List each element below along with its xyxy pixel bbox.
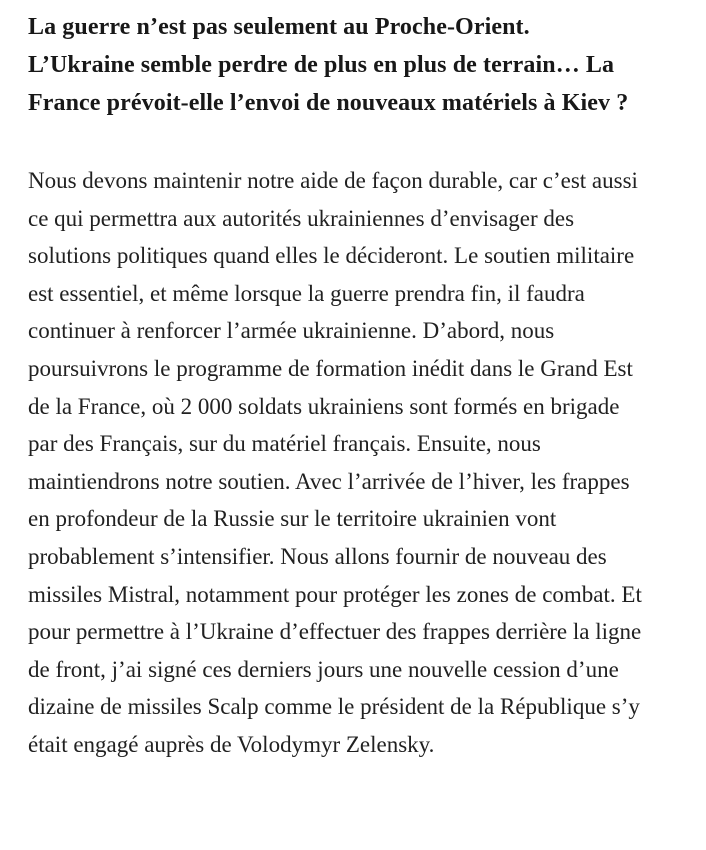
interview-answer: Nous devons maintenir notre aide de façon durable, car c’est aussi ce qui permettra aux autorités ukrainiennes d’envisager des solutions politiques quand elles le décideront. Le soutien militaire est essentiel, et même lorsque la guerre prendra fin, il faudra continuer à renforcer l’armée ukrainienne. D’abord, nous poursuivrons le programme de formation inédit dans le Grand Est de la France, où 2 000 soldats ukrainiens sont formés en brigade par des Français, sur du matériel français. Ensuite, nous maintiendrons notre soutien. Avec l’arrivée de l’hiver, les frappes en profondeur de la Russie sur le territoire ukrainien vont probablement s’intensifier. Nous allons fournir de nouveau des missiles Mistral, notamment pour protéger les zones de combat. Et pour permettre à l’Ukraine d’effectuer des frappes derrière la ligne de front, j’ai signé ces derniers jours une nouvelle cession d’une dizaine de missiles Scalp comme le président de la République s’y était engagé auprès de Volodymyr Zelensky. [28,168,642,757]
interview-question: La guerre n’est pas seulement au Proche-Orient. L’Ukraine semble perdre de plus en plus de terrain… La France prévoit-elle l’envoi de nouveaux matériels à Kiev ? [28,14,629,116]
